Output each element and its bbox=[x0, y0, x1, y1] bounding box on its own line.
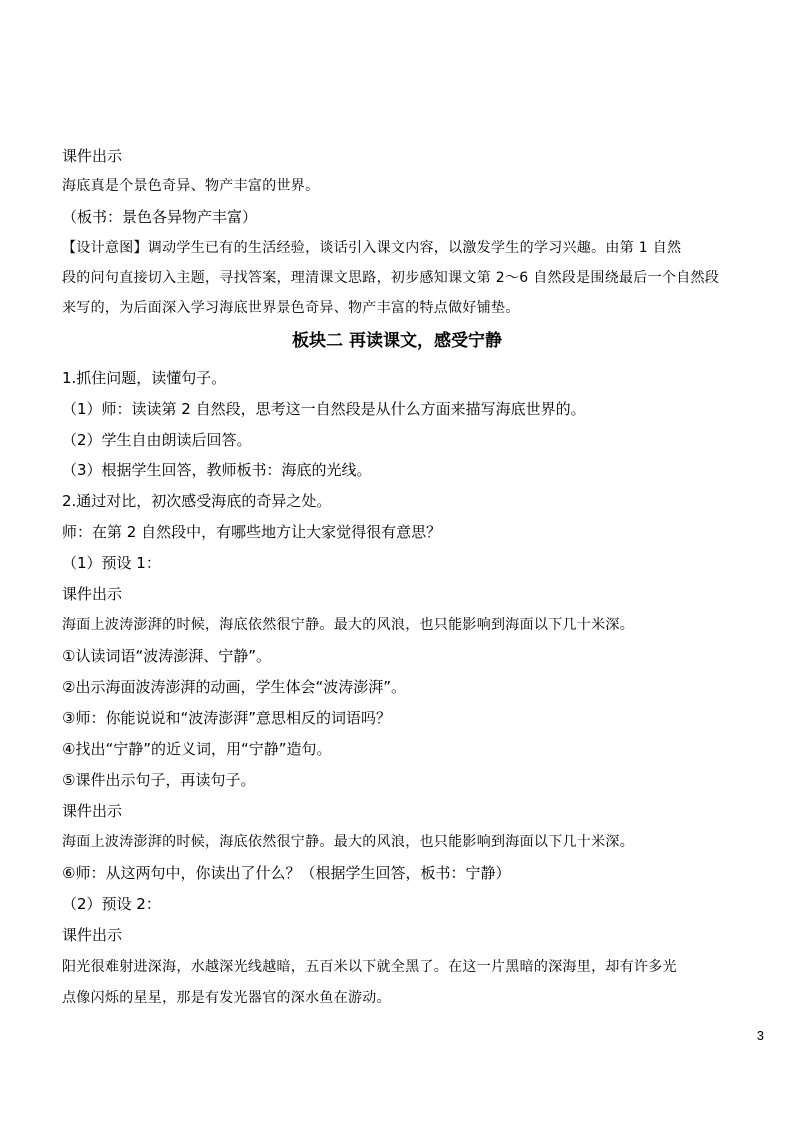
sub-step-5: ⑤课件出示句子，再读句子。 bbox=[62, 771, 256, 789]
quote-text: 海面上波涛澎湃的时候，海底依然很宁静。最大的风浪，也只能影响到海面以下几十米深。 bbox=[62, 834, 634, 850]
design-intent-line-1: 【设计意图】调动学生已有的生活经验，谈话引入课文内容，以激发学生的学习兴趣。由第 1 自然 bbox=[62, 240, 682, 256]
board-note: （板书：景色各异物产丰富） bbox=[62, 208, 258, 226]
preset-2: （2）预设 2： bbox=[62, 895, 161, 913]
preset-1: （1）预设 1： bbox=[62, 554, 161, 572]
sub-step-1: ①认读词语“波涛澎湃、宁静”。 bbox=[62, 647, 271, 665]
sub-step-3: ③师：你能说说和“波涛澎湃”意思相反的词语吗？ bbox=[62, 709, 391, 727]
courseware-label: 课件出示 bbox=[62, 802, 123, 820]
design-intent-line-2: 段的问句直接切入主题，寻找答案，理清课文思路，初步感知课文第 2～6 自然段是围绕最后一个自然段 bbox=[62, 270, 720, 286]
quote-text: 海面上波涛澎湃的时候，海底依然很宁静。最大的风浪，也只能影响到海面以下几十米深。 bbox=[62, 617, 634, 633]
step-2: 2.通过对比，初次感受海底的奇异之处。 bbox=[62, 492, 332, 510]
courseware-label: 课件出示 bbox=[62, 147, 123, 165]
step-1-3: （3）根据学生回答，教师板书：海底的光线。 bbox=[62, 461, 372, 479]
step-1-2: （2）学生自由朗读后回答。 bbox=[62, 431, 252, 449]
quote-text-line-1: 阳光很难射进深海，水越深光线越暗，五百米以下就全黑了。在这一片黑暗的深海里，却有许多光 bbox=[62, 959, 677, 975]
courseware-label: 课件出示 bbox=[62, 926, 123, 944]
step-1-1: （1）师：读读第 2 自然段，思考这一自然段是从什么方面来描写海底世界的。 bbox=[62, 400, 586, 418]
section-heading: 板块二 再读课文，感受宁静 bbox=[292, 331, 502, 351]
step-1: 1.抓住问题，读懂句子。 bbox=[62, 369, 227, 387]
design-intent-line-3: 来写的，为后面深入学习海底世界景色奇异、物产丰富的特点做好铺垫。 bbox=[62, 300, 520, 316]
courseware-label: 课件出示 bbox=[62, 585, 123, 603]
page-number: 3 bbox=[756, 1028, 764, 1043]
sub-step-4: ④找出“宁静”的近义词，用“宁静”造句。 bbox=[62, 740, 332, 758]
sub-step-6: ⑥师：从这两句中，你读出了什么？（根据学生回答，板书：宁静） bbox=[62, 864, 511, 882]
quote-text: 海底真是个景色奇异、物产丰富的世界。 bbox=[62, 178, 320, 194]
sub-step-2: ②出示海面波涛澎湃的动画，学生体会“波涛澎湃”。 bbox=[62, 678, 406, 696]
quote-text-line-2: 点像闪烁的星星，那是有发光器官的深水鱼在游动。 bbox=[62, 990, 391, 1006]
teacher-question: 师：在第 2 自然段中，有哪些地方让大家觉得很有意思？ bbox=[62, 523, 442, 541]
